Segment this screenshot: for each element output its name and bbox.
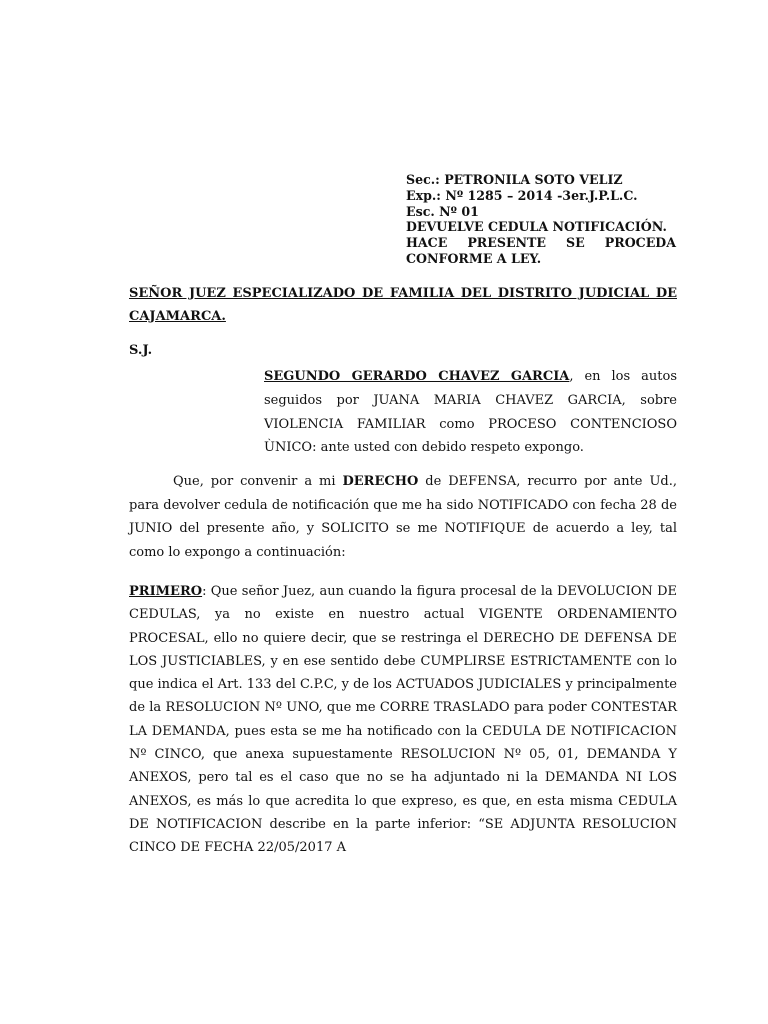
primero-label: PRIMERO (129, 584, 203, 599)
primero-text: : Que señor Juez, aun cuando la figura procesal de la DEVOLUCION DE CEDULAS, ya no existe en nuestro actual VIGENTE ORDENAMIENTO PROCESAL, ello no quiere decir, que se restringa el DERECHO DE DEFENSA DE LOS JUSTICIABLES, y en ese sentido debe CUMPLIRSE ESTRICTAMENTE con lo que indica el Art. 133 del C.P.C, y de los ACTUADOS JUDICIALES y principalmente de la RESOLUCION Nº UNO, que me CORRE TRASLADO para poder CONTESTAR LA DEMANDA, pues esta se me ha notificado con la CEDULA DE NOTIFICACION Nº CINCO, que anexa supuestamente RESOLUCION Nº 05, 01, DEMANDA Y ANEXOS, pero tal es el caso que no se ha adjuntado ni la DEMANDA NI LOS ANEXOS, es más lo que acredita lo que expreso, es que, en esta misma CEDULA DE NOTIFICACION describe en la parte inferior: “SE ADJUNTA RESOLUCION CINCO DE FECHA 22/05/2017 A (129, 584, 677, 856)
paragraph-request (129, 470, 677, 564)
case-number-line: Exp.: Nº 1285 – 2014 -3er.J.P.L.C. (406, 187, 638, 203)
intro-text: , en los autos seguidos por JUANA MARIA CHAVEZ GARCIA, sobre VIOLENCIA FAMILIAR como PROCESO CONTENCIOSO ÙNICO: ante usted con debido respeto expongo. (264, 369, 677, 456)
addressee-heading: SEÑOR JUEZ ESPECIALIZADO DE FAMILIA DEL DISTRITO JUDICIAL DE CAJAMARCA. (129, 286, 677, 324)
summary-line-1: DEVUELVE CEDULA NOTIFICACIÓN. (406, 219, 667, 235)
paragraph-primero (129, 580, 677, 860)
petitioner-name: SEGUNDO GERARDO CHAVEZ GARCIA (264, 369, 570, 384)
intro-paragraph (264, 365, 677, 460)
secretary-line: Sec.: PETRONILA SOTO VELIZ (406, 172, 623, 187)
sj-label: S.J. (129, 343, 153, 358)
paragraph-request-bold: DERECHO (342, 474, 419, 489)
paragraph-request-part1: Que, por convenir a mi (173, 474, 343, 489)
case-header (406, 172, 676, 267)
writ-number-line: Esc. Nº 01 (406, 203, 479, 219)
paragraph-request-part2: de DEFENSA, recurro por ante Ud., para devolver cedula de notificación que me ha sido NOTIFICADO con fecha 28 de JUNIO del presente año, y SOLICITO se me NOTIFIQUE de acuerdo a ley, tal como lo expongo a continuación: (129, 474, 677, 560)
summary-line-2: HACE PRESENTE SE PROCEDA CONFORME A LEY. (406, 235, 676, 266)
